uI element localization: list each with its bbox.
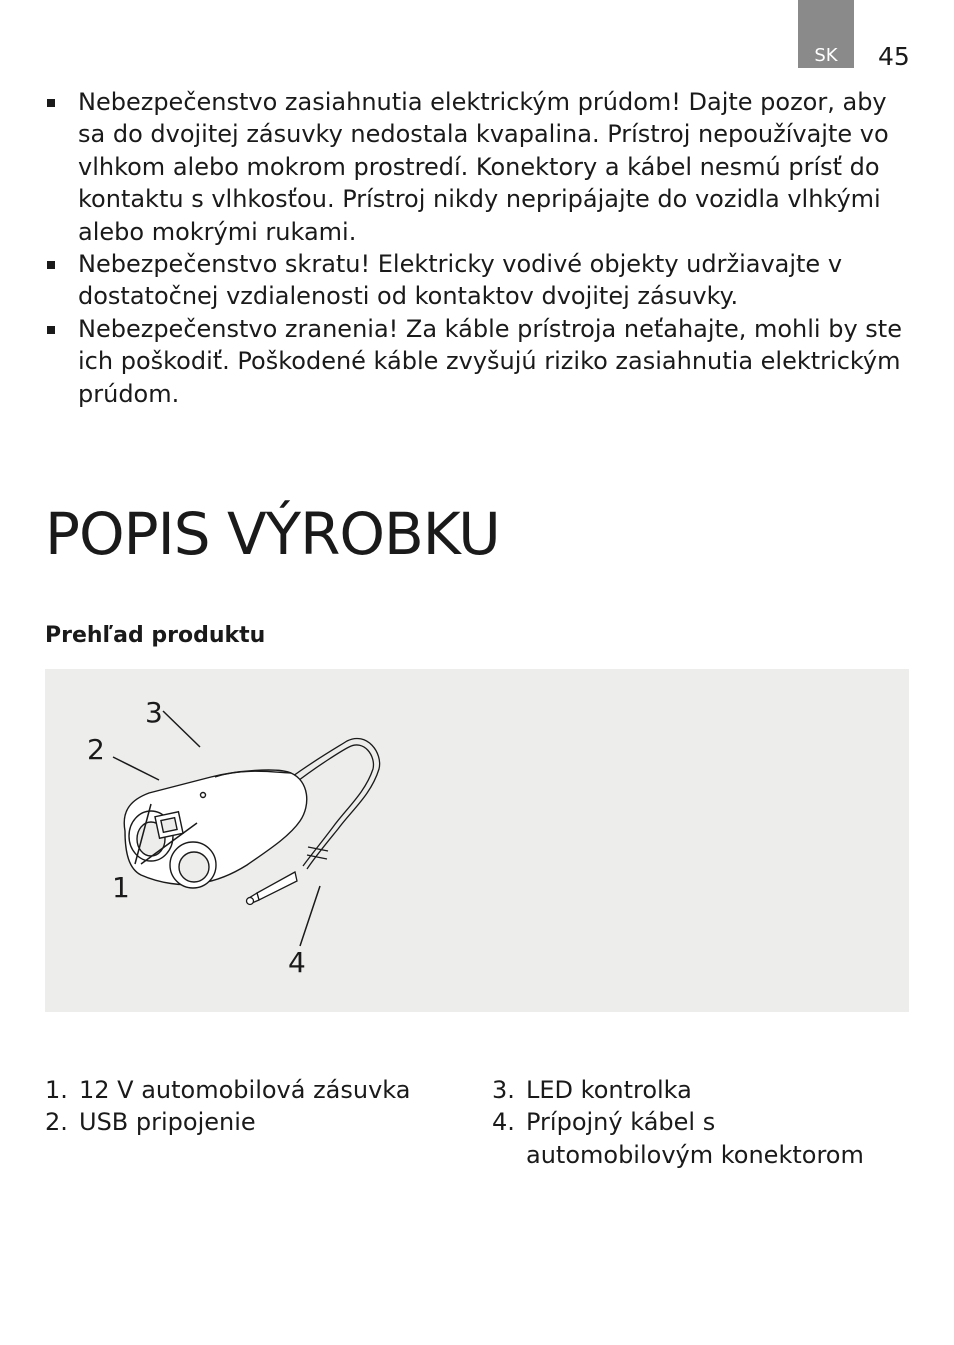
callout-4: 4: [288, 946, 306, 979]
square-bullet-icon: [47, 261, 55, 269]
double-socket-icon: [124, 770, 307, 888]
legend-item: [45, 1074, 411, 1106]
legend-number: 1.: [45, 1076, 68, 1104]
legend-item: [492, 1074, 902, 1106]
car-connector-icon: [247, 872, 298, 905]
product-figure: [45, 669, 909, 1012]
legend-text: LED kontrolka: [526, 1076, 692, 1104]
warning-item: [45, 248, 915, 313]
legend-text: 12 V automobilová zásuvka: [79, 1076, 411, 1104]
legend-item: [45, 1106, 411, 1138]
language-tab-label: SK: [814, 45, 838, 66]
warning-text: Nebezpečenstvo skratu! Elektricky vodivé objekty udržiavajte v dostatočnej vzdialenosti od kontaktov dvojitej zásuvky.: [78, 250, 843, 311]
section-title: POPIS VÝROBKU: [45, 500, 500, 568]
warning-text: Nebezpečenstvo zasiahnutia elektrickým prúdom! Dajte pozor, aby sa do dvojitej zásuvky nedostala kvapalina. Prístroj nepoužívajte vo vlhkom alebo mokrom prostredí. Konektory a kábel nesmú prísť do kontaktu s vlhkosťou. Prístroj nikdy nepripájajte do vozidla vlhkými alebo mokrými rukami.: [78, 88, 889, 246]
square-bullet-icon: [47, 326, 55, 334]
legend-item: [492, 1106, 902, 1171]
legend-number: 2.: [45, 1108, 68, 1137]
callout-2: 2: [87, 733, 105, 766]
legend-number: 4.: [492, 1108, 515, 1137]
legend-number: 3.: [492, 1076, 515, 1104]
language-tab: [798, 0, 854, 68]
legend-text: USB pripojenie: [79, 1108, 256, 1137]
callout-3: 3: [145, 696, 163, 729]
callout-1: 1: [112, 871, 130, 904]
warning-item: [45, 313, 915, 410]
legend-text: Prípojný kábel s automobilovým konektorom: [526, 1108, 864, 1169]
warning-text: Nebezpečenstvo zranenia! Za káble prístroja neťahajte, mohli by ste ich poškodiť. Poškodené káble zvyšujú riziko zasiahnutia elektrickým prúdom.: [78, 314, 902, 408]
warning-list: [45, 86, 915, 410]
warning-item: [45, 86, 915, 248]
product-overview-heading: Prehľad produktu: [45, 623, 266, 648]
product-illustration: [45, 669, 909, 1012]
square-bullet-icon: [47, 99, 55, 107]
page-number: 45: [878, 42, 910, 71]
parts-legend-left: [45, 1074, 411, 1139]
parts-legend-right: [492, 1074, 902, 1171]
